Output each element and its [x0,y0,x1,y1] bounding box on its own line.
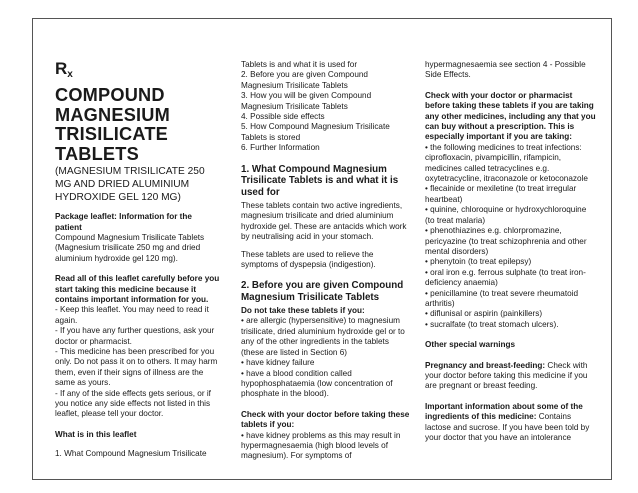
read-point: - Keep this leaflet. You may need to read it again. [55,305,209,325]
pharmacist-heading: Check with your doctor or pharmacist before taking these tablets if you are taking any other medicines, including any that you can buy without a prescription. This is especially important if you are taking: [425,90,596,142]
list-item: • have kidney failure [241,358,411,368]
list-item: • quinine, chloroquine or hydroxychloroquine (to treat malaria) [425,205,597,226]
ingredients-paragraph: Important information about some of the ingredients of this medicine: Contains lactose and sucrose. If you have been told by your doctor that you have an intolerance [425,401,590,442]
contents-item: 2. Before you are given Compound Magnesium Trisilicate Tablets [241,70,368,90]
other-warnings-heading: Other special warnings [425,340,516,350]
list-item: • have kidney problems as this may result in hypermagnesaemia (high blood levels of magnesium). For symptoms of [241,431,411,462]
pregnancy-paragraph: Pregnancy and breast-feeding: Check with your doctor before taking this medicine if you are pregnant or breast feeding. [425,360,588,391]
contents-heading: What is in this leaflet [55,429,137,439]
rx-symbol: $R_x$ [55,59,73,80]
contents-item: 5. How Compound Magnesium Trisilicate Tablets is stored [241,122,390,142]
section-2-heading: 2. Before you are given Compound Magnesium Trisilicate Tablets [241,280,404,304]
check-doctor-heading: Check with your doctor before taking these tablets if you: [241,409,410,430]
read-point: - If any of the side effects gets serious, or if you notice any side effects not listed in this leaflet, please tell your doctor. [55,388,211,419]
check-doctor-list [241,431,411,462]
contents-item: 3. How you will be given Compound Magnesium Trisilicate Tablets [241,91,372,111]
read-leaflet-points [55,305,220,419]
list-item: • have a blood condition called hypophosphataemia (low concentration of phosphate in the blood). [241,369,411,400]
column-3 [425,60,597,450]
read-point: - If you have any further questions, ask your doctor or pharmacist. [55,326,215,346]
list-item: • flecainide or mexiletine (to treat irregular heartbeat) [425,184,597,205]
contents-item: Tablets is and what it is used for [241,60,358,69]
contents-item: 6. Further Information [241,143,320,153]
read-leaflet-heading: Read all of this leaflet carefully before you start taking this medicine because it contains important information for you. [55,274,220,304]
continued-text: hypermagnesaemia see section 4 - Possible Side Effects. [425,60,586,80]
column-1 [55,60,220,467]
list-item: • sucralfate (to treat stomach ulcers). [425,320,597,330]
column-2 [241,60,411,469]
section-1-paragraph: These tablets are used to relieve the symptoms of dyspepsia (indigestion). [241,249,376,270]
list-item: • phenothiazines e.g. chlorpromazine, pericyazine (to treat schizophrenia and other mental disorders) [425,226,597,257]
interactions-list [425,143,597,330]
list-item: • phenytoin (to treat epilepsy) [425,257,597,267]
product-title: COMPOUND MAGNESIUM TRISILICATE TABLETS [55,85,170,164]
read-point: - This medicine has been prescribed for you only. Do not pass it on to others. It may harm them, even if their signs of illness are the same as yours. [55,347,218,388]
list-item: • oral iron e.g. ferrous sulphate (to treat iron-deficiency anaemia) [425,268,597,289]
contents-item: 4. Possible side effects [241,112,325,122]
list-item: • penicillamine (to treat severe rheumatoid arthritis) [425,289,597,310]
list-item: • are allergic (hypersensitive) to magnesium trisilicate, dried aluminium hydroxide gel or to any of the other ingredients in the tablets (these are listed in Section 6) [241,316,411,358]
product-subtitle: (MAGNESIUM TRISILICATE 250 MG AND DRIED ALUMINIUM HYDROXIDE GEL 120 MG) [55,166,205,203]
section-1-heading: 1. What Compound Magnesium Trisilicate Tablets is and what it is used for [241,163,399,199]
do-not-take-list [241,316,411,399]
do-not-take-heading: Do not take these tablets if you: [241,306,365,316]
list-item: • the following medicines to treat infections: ciprofloxacin, pivampicillin, rifampicin, medicines called tetracyclines e.g. oxytetracycline, itraconazole or ketoconazole [425,143,597,185]
package-leaflet-heading: Package leaflet: Information for the patient [55,212,192,232]
package-leaflet-body: Compound Magnesium Trisilicate Tablets (Magnesium trisilicate 250 mg and dried aluminium hydroxide gel 120 mg). [55,232,205,263]
section-1-paragraph: These tablets contain two active ingredients, magnesium trisilicate and dried aluminium hydroxide gel. These are antacids which work by neutralising acid in your stomach. [241,201,407,242]
contents-item-1: 1. What Compound Magnesium Trisilicate [55,449,207,459]
contents-list [241,60,411,154]
list-item: • diflunisal or aspirin (painkillers) [425,309,597,319]
